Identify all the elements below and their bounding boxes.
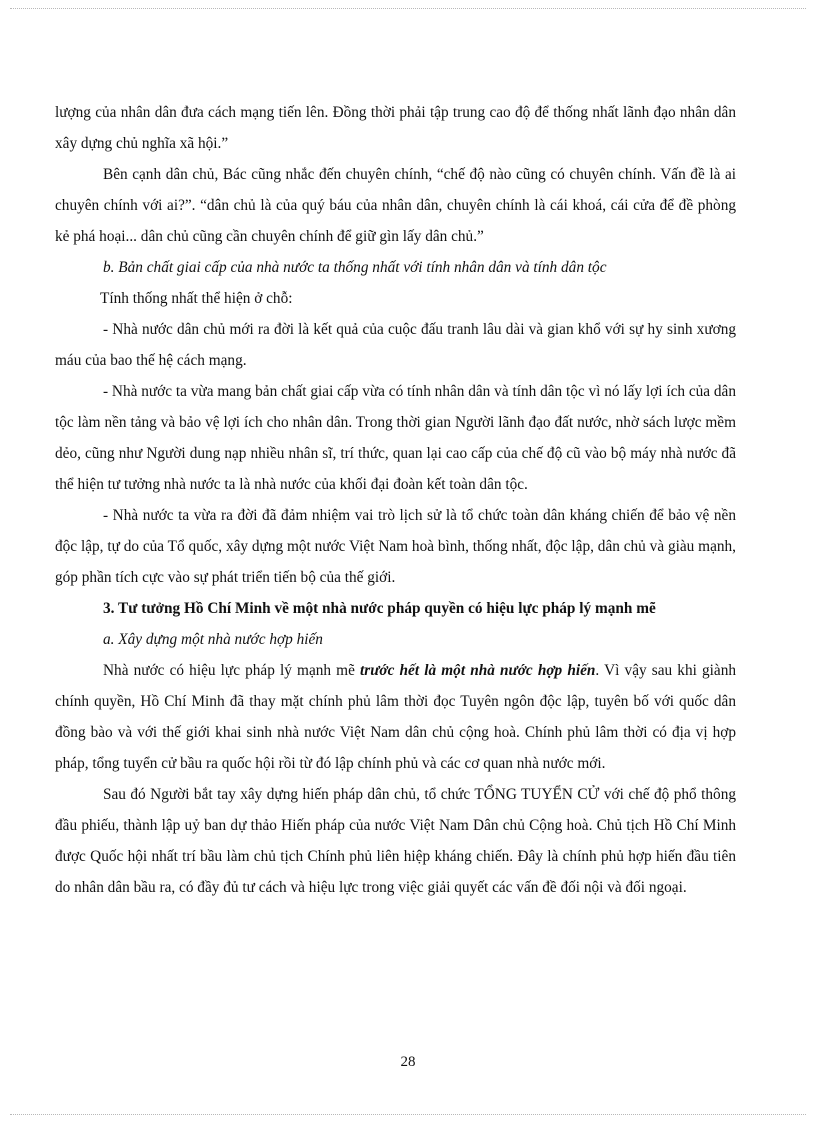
- list-item: - Nhà nước ta vừa ra đời đã đảm nhiệm vai trò lịch sử là tổ chức toàn dân kháng chiến để bảo vệ nền độc lập, tự do của Tổ quốc, xây dựng một nước Việt Nam hoà bình, thống nhất, độc lập, dân chủ và giàu mạnh, góp phần tích cực vào sự phát triển tiến bộ của thế giới.: [55, 507, 736, 586]
- document-body: [55, 97, 736, 903]
- page-border-bottom: [10, 1114, 806, 1115]
- paragraph-text-lead: Nhà nước có hiệu lực pháp lý mạnh mẽ: [103, 662, 361, 679]
- paragraph-general-election: Sau đó Người bắt tay xây dựng hiến pháp dân chủ, tổ chức TỔNG TUYỂN CỬ với chế độ phổ thông đầu phiếu, thành lập uỷ ban dự thảo Hiến pháp của nước Việt Nam Dân chủ Cộng hoà. Chủ tịch Hồ Chí Minh được Quốc hội nhất trí bầu làm chủ tịch Chính phủ liên hiệp kháng chiến. Đây là chính phủ hợp hiến đầu tiên do nhân dân bầu ra, có đầy đủ tư cách và hiệu lực trong việc giải quyết các vấn đề đối nội và đối ngoại.: [55, 786, 736, 896]
- page-border-top: [10, 8, 806, 9]
- subheading-constitutional-state: a. Xây dựng một nhà nước hợp hiến: [103, 631, 323, 648]
- paragraph-text-rest: . Vì vậy sau khi giành chính quyền, Hồ Chí Minh đã thay mặt chính phủ lâm thời đọc Tuyên ngôn độc lập, tuyên bố với quốc dân đồng bào và với thế giới khai sinh nhà nước Việt Nam dân chủ cộng hoà. Chính phủ lâm thời có địa vị hợp pháp, tổng tuyển cử bầu ra quốc hội rồi từ đó lập chính phủ và các cơ quan nhà nước mới.: [55, 662, 736, 772]
- page-number: 28: [400, 1054, 416, 1070]
- list-item: - Nhà nước dân chủ mới ra đời là kết quả của cuộc đấu tranh lâu dài và gian khổ với sự hy sinh xương máu của bao thế hệ cách mạng.: [55, 321, 736, 369]
- subheading-class-nature: b. Bản chất giai cấp của nhà nước ta thống nhất với tính nhân dân và tính dân tộc: [103, 259, 607, 276]
- paragraph-constitutional-state: [55, 655, 736, 779]
- paragraph-dictatorship: Bên cạnh dân chủ, Bác cũng nhắc đến chuyên chính, “chế độ nào cũng có chuyên chính. Vấn đề là ai chuyên chính với ai?”. “dân chủ là của quý báu của nhân dân, chuyên chính là cái khoá, cái cửa để đề phòng kẻ phá hoại... dân chủ cũng cần chuyên chính để giữ gìn lấy dân chủ.”: [55, 166, 736, 245]
- paragraph-continuation: lượng của nhân dân đưa cách mạng tiến lên. Đồng thời phải tập trung cao độ để thống nhất lãnh đạo nhân dân xây dựng chủ nghĩa xã hội.”: [55, 104, 736, 152]
- list-item: - Nhà nước ta vừa mang bản chất giai cấp vừa có tính nhân dân và tính dân tộc vì nó lấy lợi ích của dân tộc làm nền tảng và bảo vệ lợi ích cho nhân dân. Trong thời gian Người lãnh đạo đất nước, nhờ sách lược mềm dẻo, cũng như Người dung nạp nhiều nhân sĩ, trí thức, quan lại cao cấp của chế độ cũ vào bộ máy nhà nước đã thể hiện tư tưởng nhà nước ta là nhà nước của khối đại đoàn kết toàn dân tộc.: [55, 383, 736, 493]
- paragraph-unity-intro: Tính thống nhất thể hiện ở chỗ:: [100, 290, 293, 307]
- section-heading-rule-of-law: 3. Tư tưởng Hồ Chí Minh về một nhà nước pháp quyền có hiệu lực pháp lý mạnh mẽ: [103, 600, 656, 617]
- emphasis-text: trước hết là một nhà nước hợp hiến: [360, 662, 596, 679]
